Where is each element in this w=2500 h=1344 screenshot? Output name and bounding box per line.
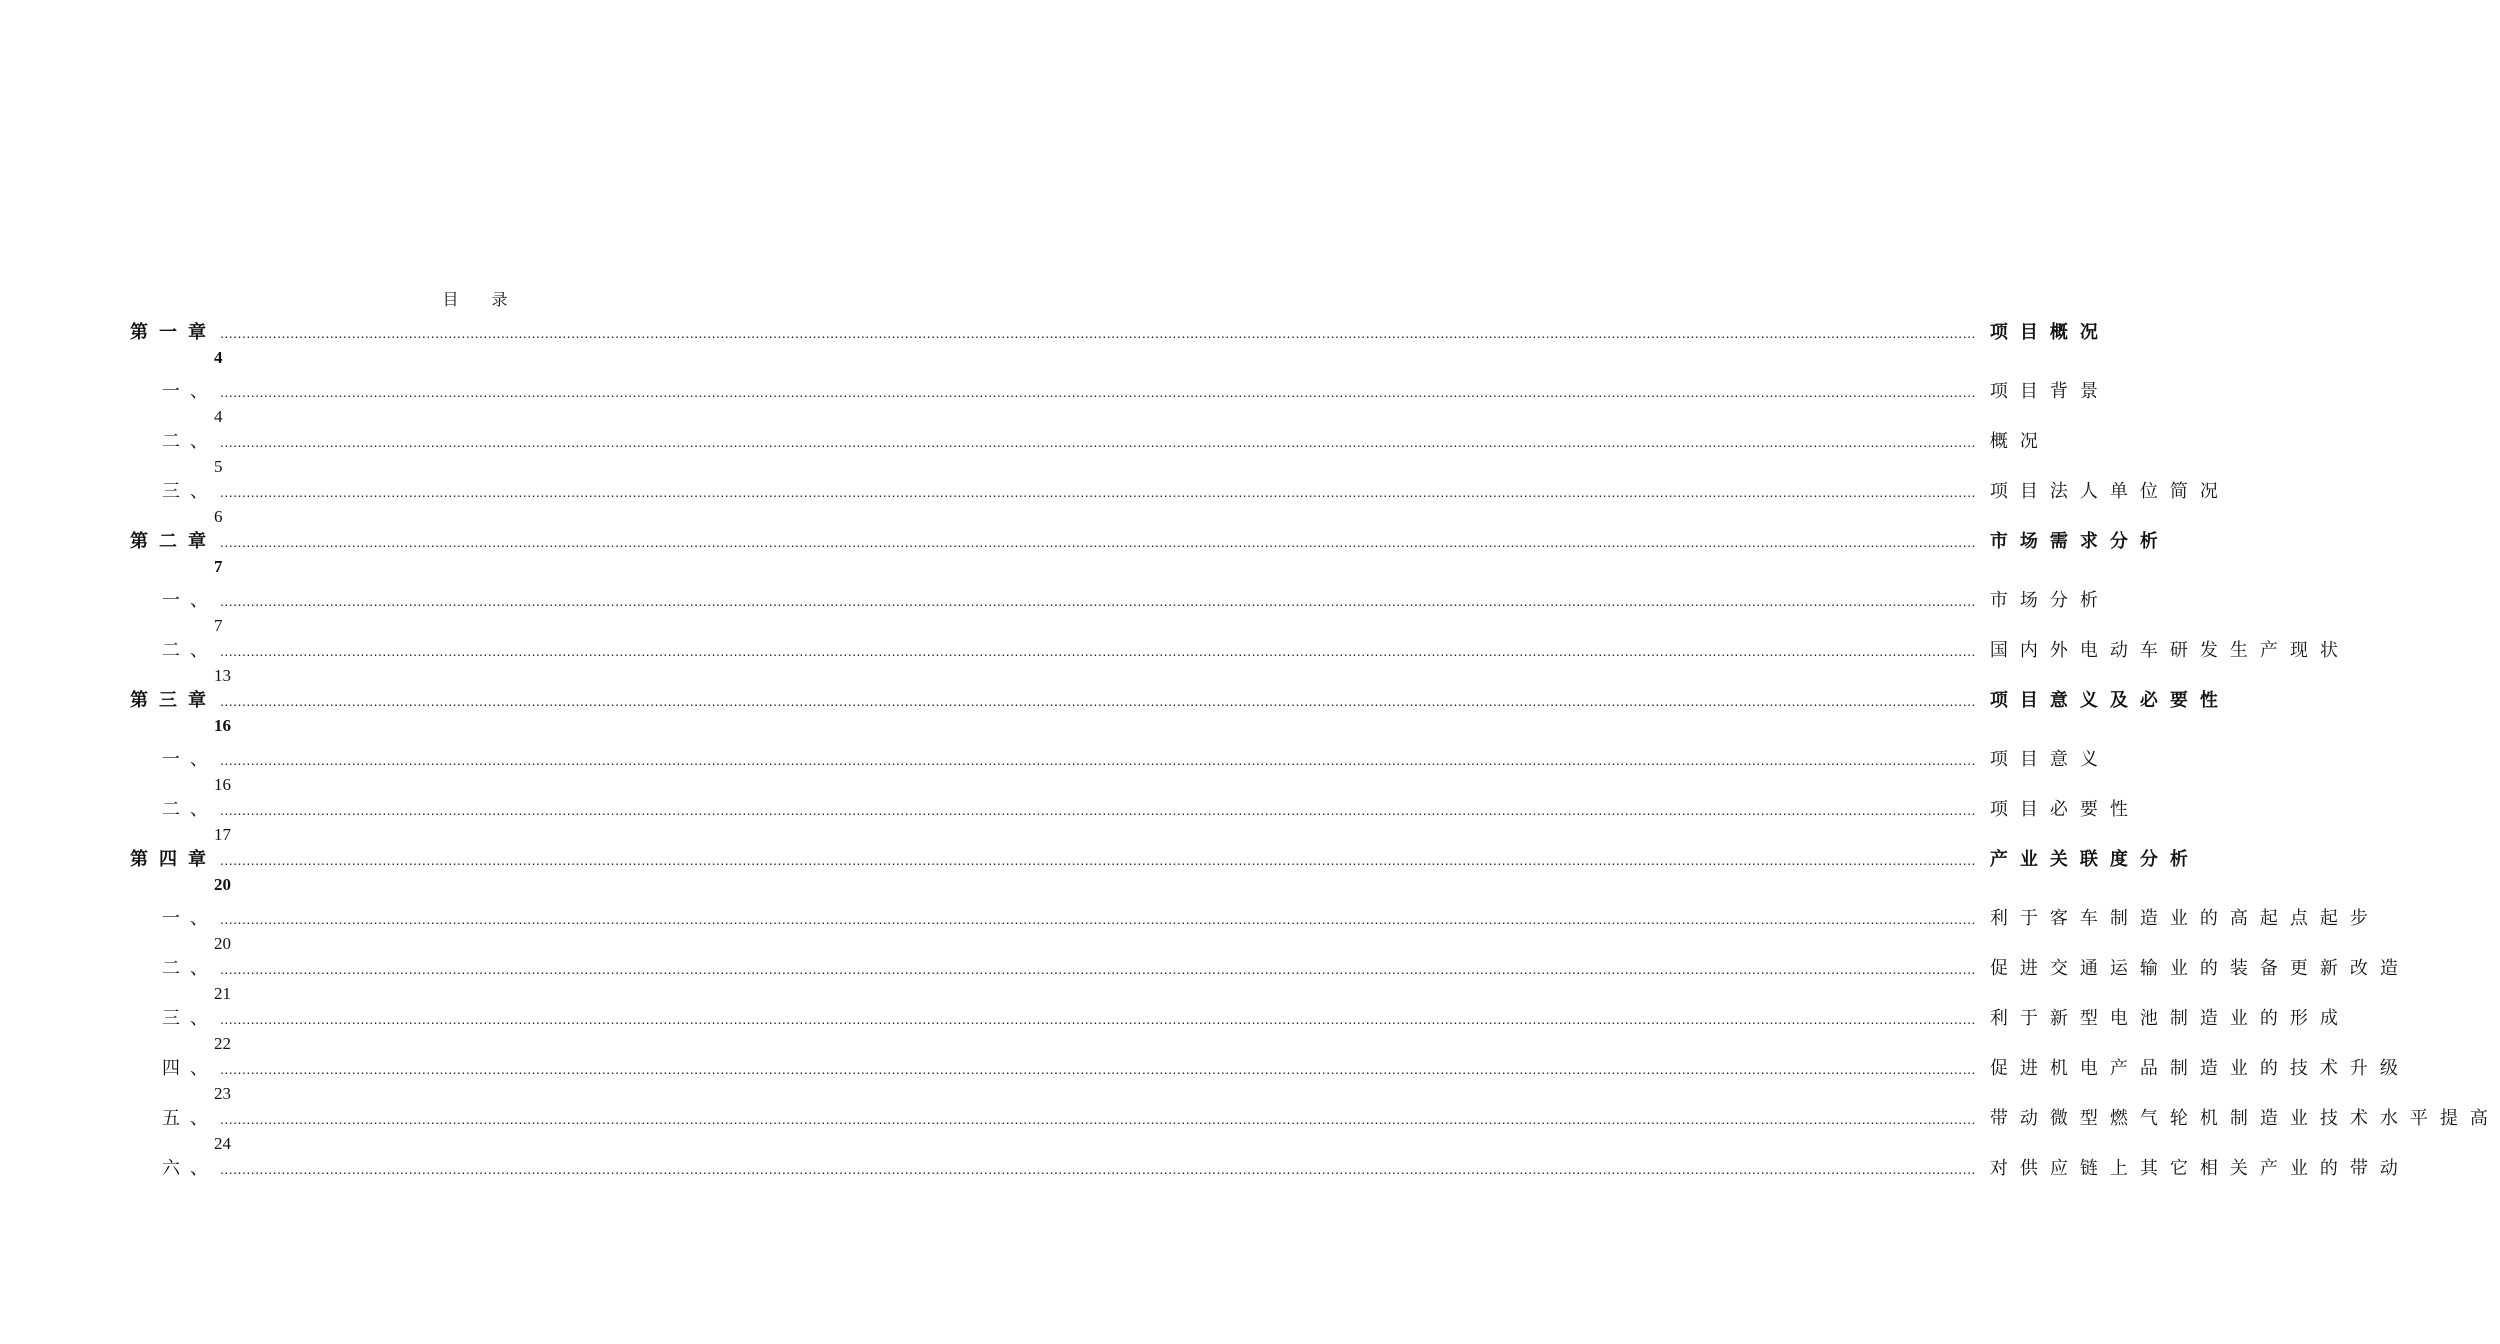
toc-section-entry[interactable]: [0, 1004, 2350, 1054]
toc-page-number: 13: [214, 666, 231, 685]
toc-section-entry[interactable]: [0, 954, 2410, 1004]
toc-entry-line: [162, 1054, 2410, 1080]
toc-section-entry[interactable]: [0, 427, 2050, 477]
toc-entry-title: 项目意义: [1989, 749, 2110, 770]
toc-entry-number: 四、: [162, 1058, 218, 1079]
dot-leader: ................................................................................................................................................................................................................................................................................................................................................................................................................: [220, 852, 1976, 868]
toc-page-number: 4: [214, 348, 223, 367]
toc-entry-title: 产业关联度分析: [1989, 849, 2200, 870]
toc-section-entry[interactable]: [0, 795, 2140, 845]
toc-section-entry[interactable]: [0, 1154, 2410, 1204]
toc-page-number: 21: [214, 984, 231, 1003]
toc-entry-title: 利于新型电池制造业的形成: [1989, 1008, 2350, 1029]
toc-chapter-entry[interactable]: [0, 527, 2170, 586]
dot-leader: ................................................................................................................................................................................................................................................................................................................................................................................................................: [220, 802, 1976, 818]
toc-entry-line: [162, 636, 2350, 662]
toc-entry-number: 第三章: [130, 690, 217, 711]
toc-entry-line: [162, 1104, 2500, 1130]
dot-leader: ................................................................................................................................................................................................................................................................................................................................................................................................................: [220, 693, 1976, 709]
toc-entry-number: 五、: [162, 1108, 218, 1129]
toc-entry-line: [162, 477, 2230, 503]
toc-entry-title: 促进交通运输业的装备更新改造: [1989, 958, 2410, 979]
dot-leader: ................................................................................................................................................................................................................................................................................................................................................................................................................: [220, 643, 1976, 659]
toc-section-entry[interactable]: [0, 1054, 2410, 1104]
dot-leader: ................................................................................................................................................................................................................................................................................................................................................................................................................: [220, 384, 1976, 400]
toc-entry-title: 项目概况: [1989, 322, 2110, 343]
dot-leader: ................................................................................................................................................................................................................................................................................................................................................................................................................: [220, 1011, 1976, 1027]
dot-leader: ................................................................................................................................................................................................................................................................................................................................................................................................................: [220, 911, 1976, 927]
toc-section-entry[interactable]: [0, 377, 2110, 427]
toc-entry-number: 一、: [162, 590, 218, 611]
toc-entry-line: [162, 1154, 2410, 1180]
toc-entry-line: [162, 795, 2140, 821]
toc-page-number: 7: [214, 616, 223, 635]
toc-entry-title: 市场需求分析: [1989, 531, 2170, 552]
toc-entry-number: 第二章: [130, 531, 217, 552]
toc-page-number: 24: [214, 1134, 231, 1153]
dot-leader: ................................................................................................................................................................................................................................................................................................................................................................................................................: [220, 1061, 1976, 1077]
toc-entry-title: 概况: [1989, 431, 2050, 452]
toc-page-number: 20: [214, 934, 231, 953]
toc-entry-line: [130, 845, 2200, 871]
toc-entry-title: 市场分析: [1989, 590, 2110, 611]
toc-section-entry[interactable]: [0, 477, 2230, 527]
toc-entry-number: 六、: [162, 1158, 218, 1179]
toc-entry-number: 一、: [162, 908, 218, 929]
dot-leader: ................................................................................................................................................................................................................................................................................................................................................................................................................: [220, 325, 1976, 341]
toc-entry-title: 项目背景: [1989, 381, 2110, 402]
toc-entry-title: 利于客车制造业的高起点起步: [1989, 908, 2380, 929]
toc-entry-number: 三、: [162, 481, 218, 502]
toc-entry-number: 二、: [162, 431, 218, 452]
toc-page-number: 5: [214, 457, 223, 476]
dot-leader: ................................................................................................................................................................................................................................................................................................................................................................................................................: [220, 752, 1976, 768]
toc-entry-title: 项目意义及必要性: [1989, 690, 2230, 711]
table-of-contents: [0, 318, 2500, 1204]
toc-entry-line: [162, 586, 2110, 612]
dot-leader: ................................................................................................................................................................................................................................................................................................................................................................................................................: [220, 1111, 1976, 1127]
toc-chapter-entry[interactable]: [0, 686, 2230, 745]
toc-chapter-entry[interactable]: [0, 845, 2200, 904]
toc-entry-line: [130, 686, 2230, 712]
toc-page-number: 4: [214, 407, 223, 426]
toc-page-number: 16: [214, 716, 231, 735]
toc-entry-title: 带动微型燃气轮机制造业技术水平提高: [1989, 1108, 2500, 1129]
toc-page-number: 23: [214, 1084, 231, 1103]
toc-entry-number: 二、: [162, 799, 218, 820]
toc-entry-number: 一、: [162, 381, 218, 402]
toc-entry-title: 项目必要性: [1989, 799, 2140, 820]
toc-section-entry[interactable]: [0, 586, 2110, 636]
toc-entry-title: 促进机电产品制造业的技术升级: [1989, 1058, 2410, 1079]
dot-leader: ................................................................................................................................................................................................................................................................................................................................................................................................................: [220, 484, 1976, 500]
toc-entry-line: [162, 954, 2410, 980]
toc-entry-number: 第一章: [130, 322, 217, 343]
toc-entry-title: 项目法人单位简况: [1989, 481, 2230, 502]
toc-entry-line: [162, 745, 2110, 771]
dot-leader: ................................................................................................................................................................................................................................................................................................................................................................................................................: [220, 961, 1976, 977]
dot-leader: ................................................................................................................................................................................................................................................................................................................................................................................................................: [220, 593, 1976, 609]
toc-entry-number: 一、: [162, 749, 218, 770]
toc-entry-line: [162, 377, 2110, 403]
toc-title: 目 录: [442, 290, 522, 309]
toc-section-entry[interactable]: [0, 904, 2380, 954]
toc-page-number: 22: [214, 1034, 231, 1053]
toc-entry-line: [162, 1004, 2350, 1030]
toc-entry-title: 对供应链上其它相关产业的带动: [1989, 1158, 2410, 1179]
toc-section-entry[interactable]: [0, 745, 2110, 795]
dot-leader: ................................................................................................................................................................................................................................................................................................................................................................................................................: [220, 534, 1976, 550]
toc-page-number: 6: [214, 507, 223, 526]
toc-page-number: 20: [214, 875, 231, 894]
toc-page-number: 7: [214, 557, 223, 576]
dot-leader: ................................................................................................................................................................................................................................................................................................................................................................................................................: [220, 1161, 1976, 1177]
toc-entry-number: 第四章: [130, 849, 217, 870]
toc-page-number: 17: [214, 825, 231, 844]
toc-entry-title: 国内外电动车研发生产现状: [1989, 640, 2350, 661]
toc-entry-number: 二、: [162, 640, 218, 661]
toc-entry-line: [162, 427, 2050, 453]
dot-leader: ................................................................................................................................................................................................................................................................................................................................................................................................................: [220, 434, 1976, 450]
toc-section-entry[interactable]: [0, 636, 2350, 686]
toc-chapter-entry[interactable]: [0, 318, 2110, 377]
toc-entry-line: [162, 904, 2380, 930]
toc-entry-line: [130, 318, 2110, 344]
toc-entry-number: 三、: [162, 1008, 218, 1029]
toc-page-number: 16: [214, 775, 231, 794]
toc-entry-line: [130, 527, 2170, 553]
toc-entry-number: 二、: [162, 958, 218, 979]
toc-section-entry[interactable]: [0, 1104, 2500, 1154]
